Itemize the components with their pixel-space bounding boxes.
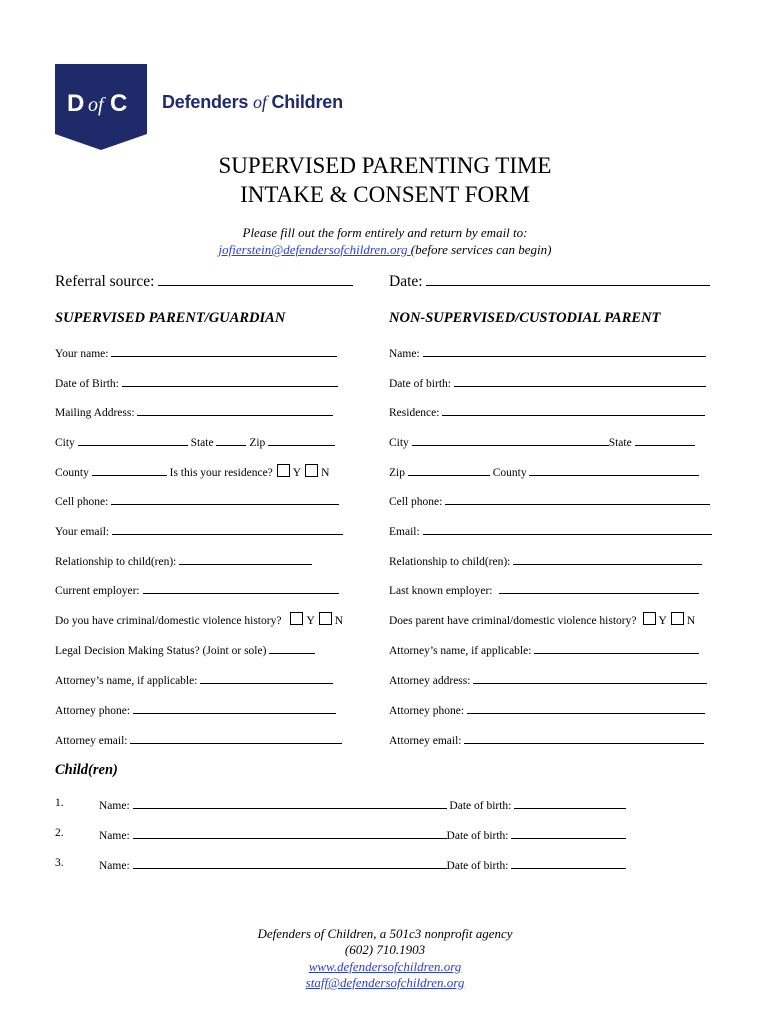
title-line-1: SUPERVISED PARENTING TIME xyxy=(218,153,552,178)
left-attorney-name-row: Attorney’s name, if applicable: xyxy=(55,672,333,687)
footer-org: Defenders of Children, a 501c3 nonprofit agency xyxy=(257,926,513,941)
left-legal-row: Legal Decision Making Status? (Joint or sole) xyxy=(55,642,315,657)
attorney-email-input[interactable] xyxy=(130,732,342,744)
left-relationship-row: Relationship to child(ren): xyxy=(55,553,312,568)
left-cell-row: Cell phone: xyxy=(55,493,339,508)
right-attorney-email-row: Attorney email: xyxy=(389,732,704,747)
your-name-input[interactable] xyxy=(111,345,337,357)
cell-input[interactable] xyxy=(111,493,339,505)
custodial-heading: NON-SUPERVISED/CUSTODIAL PARENT xyxy=(389,310,661,326)
right-employer-row: Last known employer: xyxy=(389,582,699,597)
custodial-criminal-no-checkbox[interactable] xyxy=(671,612,684,625)
email-input[interactable] xyxy=(112,523,343,535)
right-email-row: Email: xyxy=(389,523,712,538)
logo-d: D xyxy=(67,90,85,117)
left-city-row: City State Zip xyxy=(55,434,335,449)
left-county-row: County Is this your residence? Y N xyxy=(55,464,329,479)
left-attorney-email-row: Attorney email: xyxy=(55,732,342,747)
child-row-num: 3. xyxy=(55,857,64,869)
right-residence-row: Residence: xyxy=(389,404,705,419)
right-attorney-phone-row: Attorney phone: xyxy=(389,702,705,717)
right-relationship-row: Relationship to child(ren): xyxy=(389,553,702,568)
custodial-zip-input[interactable] xyxy=(408,464,490,476)
custodial-dob-input[interactable] xyxy=(454,375,706,387)
left-dob-row: Date of Birth: xyxy=(55,375,338,390)
attorney-name-input[interactable] xyxy=(200,672,333,684)
child-name-input[interactable] xyxy=(133,797,447,809)
employer-input[interactable] xyxy=(143,582,339,594)
logo-badge xyxy=(55,64,147,150)
logo-of: of xyxy=(88,94,104,116)
intro-email-link[interactable]: jofierstein@defendersofchildren.org xyxy=(218,242,411,257)
left-attorney-phone-row: Attorney phone: xyxy=(55,702,336,717)
custodial-state-input[interactable] xyxy=(635,434,695,446)
legal-input[interactable] xyxy=(269,642,315,654)
custodial-residence-input[interactable] xyxy=(442,404,705,416)
criminal-no-checkbox[interactable] xyxy=(319,612,332,625)
left-name-row: Your name: xyxy=(55,345,337,360)
residence-no-checkbox[interactable] xyxy=(305,464,318,477)
right-attorney-address-row: Attorney address: xyxy=(389,672,707,687)
zip-input[interactable] xyxy=(268,434,335,446)
intro-line: Please fill out the form entirely and return by email to: xyxy=(242,225,528,240)
footer-email-link[interactable]: staff@defendersofchildren.org xyxy=(305,975,465,990)
custodial-attorney-email-input[interactable] xyxy=(464,732,704,744)
child-name-input[interactable] xyxy=(133,857,447,869)
child-row: Name: Date of birth: xyxy=(99,857,626,872)
custodial-attorney-name-input[interactable] xyxy=(534,642,699,654)
right-cell-row: Cell phone: xyxy=(389,493,710,508)
dob-input[interactable] xyxy=(122,375,338,387)
custodial-attorney-phone-input[interactable] xyxy=(467,702,705,714)
footer-website-link[interactable]: www.defendersofchildren.org xyxy=(308,959,462,974)
child-row: Name: Date of birth: xyxy=(99,827,626,842)
city-input[interactable] xyxy=(78,434,188,446)
custodial-employer-input[interactable] xyxy=(499,582,699,594)
right-dob-row: Date of birth: xyxy=(389,375,706,390)
custodial-city-input[interactable] xyxy=(412,434,609,446)
custodial-county-input[interactable] xyxy=(529,464,699,476)
child-name-input[interactable] xyxy=(133,827,447,839)
mailing-input[interactable] xyxy=(137,404,333,416)
logo-wordmark: Defenders of Children xyxy=(162,92,343,112)
right-city-row: City State xyxy=(389,434,695,449)
child-row-num: 1. xyxy=(55,797,64,809)
right-attorney-name-row: Attorney’s name, if applicable: xyxy=(389,642,699,657)
right-name-row: Name: xyxy=(389,345,706,360)
child-dob-input[interactable] xyxy=(511,857,626,869)
referral-field: Referral source: xyxy=(55,273,353,291)
child-dob-input[interactable] xyxy=(511,827,626,839)
child-row-num: 2. xyxy=(55,827,64,839)
residence-yes-checkbox[interactable] xyxy=(277,464,290,477)
left-employer-row: Current employer: xyxy=(55,582,339,597)
logo-c: C xyxy=(110,90,128,117)
children-heading: Child(ren) xyxy=(55,762,118,778)
custodial-email-input[interactable] xyxy=(423,523,712,535)
relationship-input[interactable] xyxy=(179,553,312,565)
right-criminal-row: Does parent have criminal/domestic violence history? Y N xyxy=(389,612,695,627)
footer-phone: (602) 710.1903 xyxy=(344,942,426,957)
child-dob-input[interactable] xyxy=(514,797,626,809)
left-email-row: Your email: xyxy=(55,523,343,538)
supervised-heading: SUPERVISED PARENT/GUARDIAN xyxy=(55,310,286,326)
county-input[interactable] xyxy=(92,464,167,476)
custodial-criminal-yes-checkbox[interactable] xyxy=(643,612,656,625)
intro-email-line: jofierstein@defendersofchildren.org (before services can begin) xyxy=(218,242,552,257)
custodial-cell-input[interactable] xyxy=(445,493,710,505)
criminal-yes-checkbox[interactable] xyxy=(290,612,303,625)
date-input[interactable] xyxy=(426,274,710,286)
date-field: Date: xyxy=(389,273,710,291)
attorney-phone-input[interactable] xyxy=(133,702,336,714)
left-criminal-row: Do you have criminal/domestic violence history? Y N xyxy=(55,612,343,627)
custodial-relationship-input[interactable] xyxy=(513,553,702,565)
footer-email-row xyxy=(0,974,770,991)
state-input[interactable] xyxy=(216,434,246,446)
custodial-attorney-address-input[interactable] xyxy=(473,672,707,684)
title-line-2: INTAKE & CONSENT FORM xyxy=(240,182,530,207)
child-row: Name: Date of birth: xyxy=(99,797,626,812)
referral-input[interactable] xyxy=(158,274,353,286)
right-zip-row: Zip County xyxy=(389,464,699,479)
left-mailing-row: Mailing Address: xyxy=(55,404,333,419)
custodial-name-input[interactable] xyxy=(423,345,706,357)
footer-website-row xyxy=(0,958,770,975)
